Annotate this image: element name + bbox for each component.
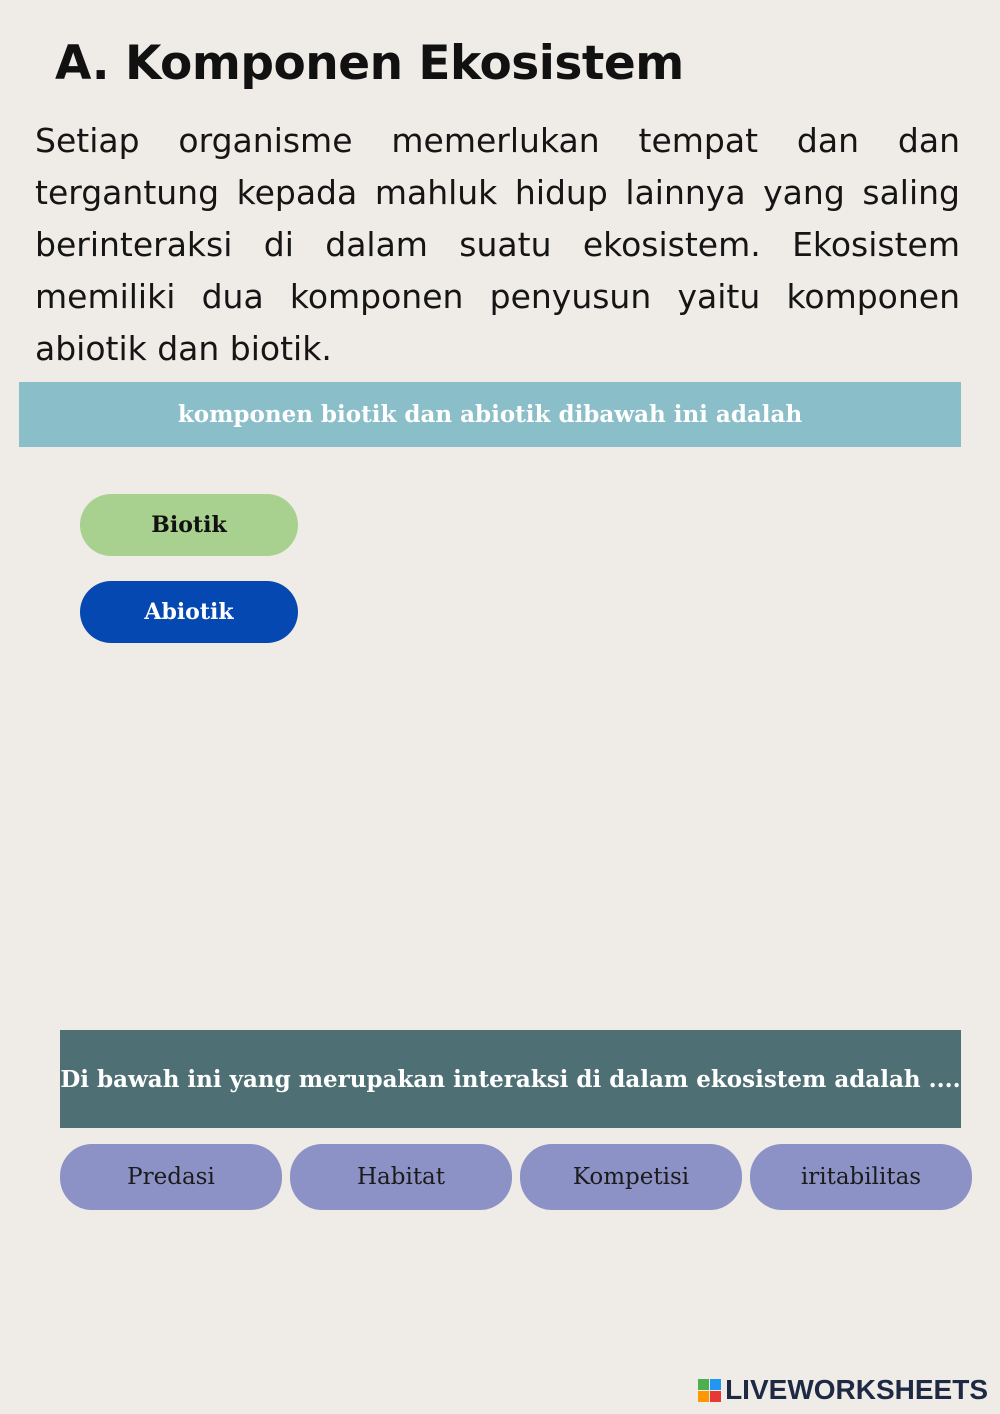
question-1-banner — [19, 382, 961, 447]
option-label: Habitat — [356, 1164, 446, 1190]
logo-square — [710, 1379, 721, 1390]
question-2-prompt: Di bawah ini yang merupakan interaksi di dalam ekosistem adalah .... — [60, 1065, 961, 1093]
option-kompetisi-button[interactable] — [520, 1144, 742, 1210]
option-predasi-button[interactable] — [60, 1144, 282, 1210]
liveworksheets-brand — [698, 1374, 988, 1406]
logo-square — [698, 1379, 709, 1390]
question-2-banner — [60, 1030, 961, 1128]
question-1-prompt: komponen biotik dan abiotik dibawah ini adalah — [177, 401, 803, 428]
page-title: A. Komponen Ekosistem — [55, 36, 684, 91]
logo-square — [710, 1391, 721, 1402]
category-biotik-label: Biotik — [151, 512, 227, 538]
option-iritabilitas-button[interactable] — [750, 1144, 972, 1210]
option-label: iritabilitas — [800, 1164, 922, 1190]
category-abiotik-label: Abiotik — [144, 599, 234, 625]
intro-paragraph: Setiap organisme memerlukan tempat dan dan tergantung kepada mahluk hidup lainnya yang saling berinteraksi di dalam suatu ekosistem. Ekosistem memiliki dua komponen penyusun yaitu komponen abiotik dan biotik. — [35, 121, 960, 368]
option-label: Kompetisi — [572, 1164, 690, 1190]
category-biotik-button[interactable] — [80, 494, 298, 556]
option-habitat-button[interactable] — [290, 1144, 512, 1210]
logo-square — [698, 1391, 709, 1402]
brand-name: LIVEWORKSHEETS — [725, 1374, 988, 1405]
category-abiotik-button[interactable] — [80, 581, 298, 643]
liveworksheets-logo-icon — [698, 1379, 721, 1402]
option-label: Predasi — [127, 1164, 215, 1190]
